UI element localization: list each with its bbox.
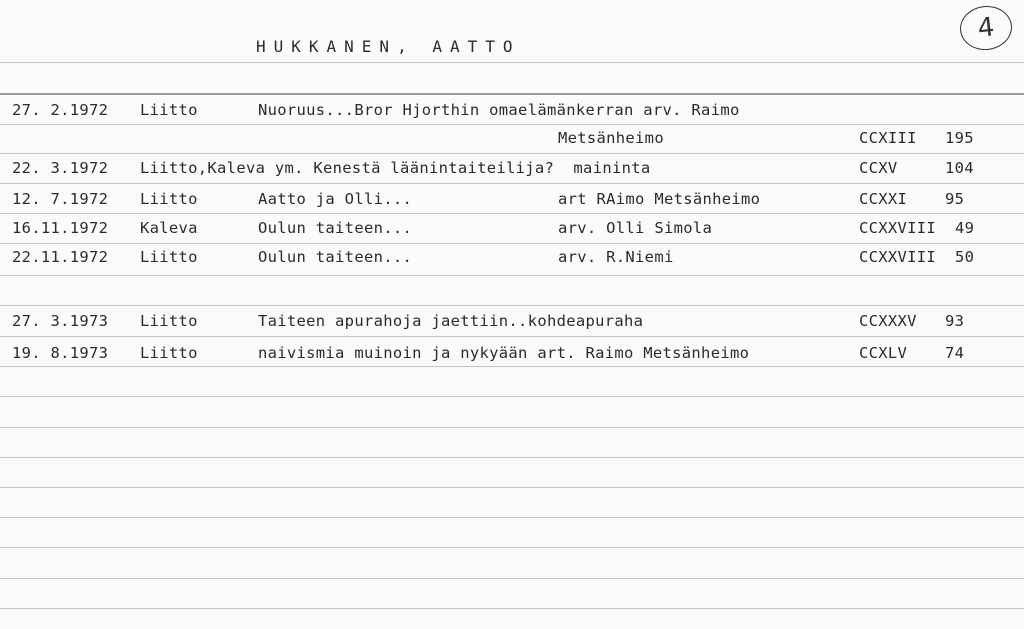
card-number: 4 bbox=[976, 12, 996, 44]
ruled-line bbox=[0, 93, 1024, 95]
row-volume: CCXXVIII bbox=[859, 219, 937, 237]
row-text: Nuoruus...Bror Hjorthin omaelämänkerran arv. Raimo bbox=[258, 101, 740, 119]
ruled-line bbox=[0, 578, 1024, 579]
row-source: Liitto bbox=[140, 101, 198, 119]
row-source: Liitto bbox=[140, 248, 198, 266]
ruled-line bbox=[0, 336, 1024, 337]
ruled-line bbox=[0, 124, 1024, 125]
row-page: 93 bbox=[945, 312, 965, 330]
ruled-line bbox=[0, 305, 1024, 306]
row-page: 95 bbox=[945, 190, 965, 208]
ruled-line bbox=[0, 183, 1024, 184]
row-text: Oulun taiteen... bbox=[258, 248, 413, 266]
row-page: 195 bbox=[945, 129, 974, 147]
ruled-line bbox=[0, 396, 1024, 397]
row-text: Oulun taiteen... bbox=[258, 219, 413, 237]
card-title: HUKKANEN, AATTO bbox=[256, 37, 521, 56]
row-author: art RAimo Metsänheimo bbox=[558, 190, 761, 208]
row-volume: CCXXI bbox=[859, 190, 908, 208]
row-text: Taiteen apurahoja jaettiin..kohdeapuraha bbox=[258, 312, 644, 330]
row-volume: CCXLV bbox=[859, 344, 908, 362]
row-date: 19. 8.1973 bbox=[12, 344, 109, 362]
row-date: 27. 2.1972 bbox=[12, 101, 109, 119]
row-source: Liitto bbox=[140, 190, 198, 208]
ruled-line bbox=[0, 153, 1024, 154]
row-source: Liitto bbox=[140, 312, 198, 330]
ruled-line bbox=[0, 517, 1024, 518]
ruled-line bbox=[0, 608, 1024, 609]
ruled-line bbox=[0, 487, 1024, 488]
ruled-line bbox=[0, 213, 1024, 214]
row-page: 74 bbox=[945, 344, 965, 362]
row-date: 27. 3.1973 bbox=[12, 312, 109, 330]
row-source: Kaleva bbox=[140, 219, 198, 237]
ruled-line bbox=[0, 62, 1024, 63]
row-author: arv. R.Niemi bbox=[558, 248, 674, 266]
ruled-line bbox=[0, 457, 1024, 458]
row-source: Liitto bbox=[140, 344, 198, 362]
row-volume: CCXIII bbox=[859, 129, 917, 147]
ruled-line bbox=[0, 275, 1024, 276]
row-date: 12. 7.1972 bbox=[12, 190, 109, 208]
card-number-stamp bbox=[958, 3, 1014, 52]
ruled-line bbox=[0, 366, 1024, 367]
row-author: arv. Olli Simola bbox=[558, 219, 713, 237]
row-volume: CCXXVIII bbox=[859, 248, 937, 266]
row-source: Liitto,Kaleva ym. Kenestä läänintaiteilija? maininta bbox=[140, 159, 651, 177]
row-author: Metsänheimo bbox=[558, 129, 664, 147]
row-page: 50 bbox=[955, 248, 975, 266]
ruled-line bbox=[0, 427, 1024, 428]
row-text: Aatto ja Olli... bbox=[258, 190, 413, 208]
row-text: naivismia muinoin ja nykyään art. Raimo Metsänheimo bbox=[258, 344, 750, 362]
ruled-line bbox=[0, 243, 1024, 244]
row-page: 49 bbox=[955, 219, 975, 237]
row-volume: CCXXXV bbox=[859, 312, 917, 330]
row-date: 22. 3.1972 bbox=[12, 159, 109, 177]
row-date: 16.11.1972 bbox=[12, 219, 109, 237]
row-page: 104 bbox=[945, 159, 974, 177]
row-volume: CCXV bbox=[859, 159, 898, 177]
ruled-line bbox=[0, 547, 1024, 548]
row-date: 22.11.1972 bbox=[12, 248, 109, 266]
